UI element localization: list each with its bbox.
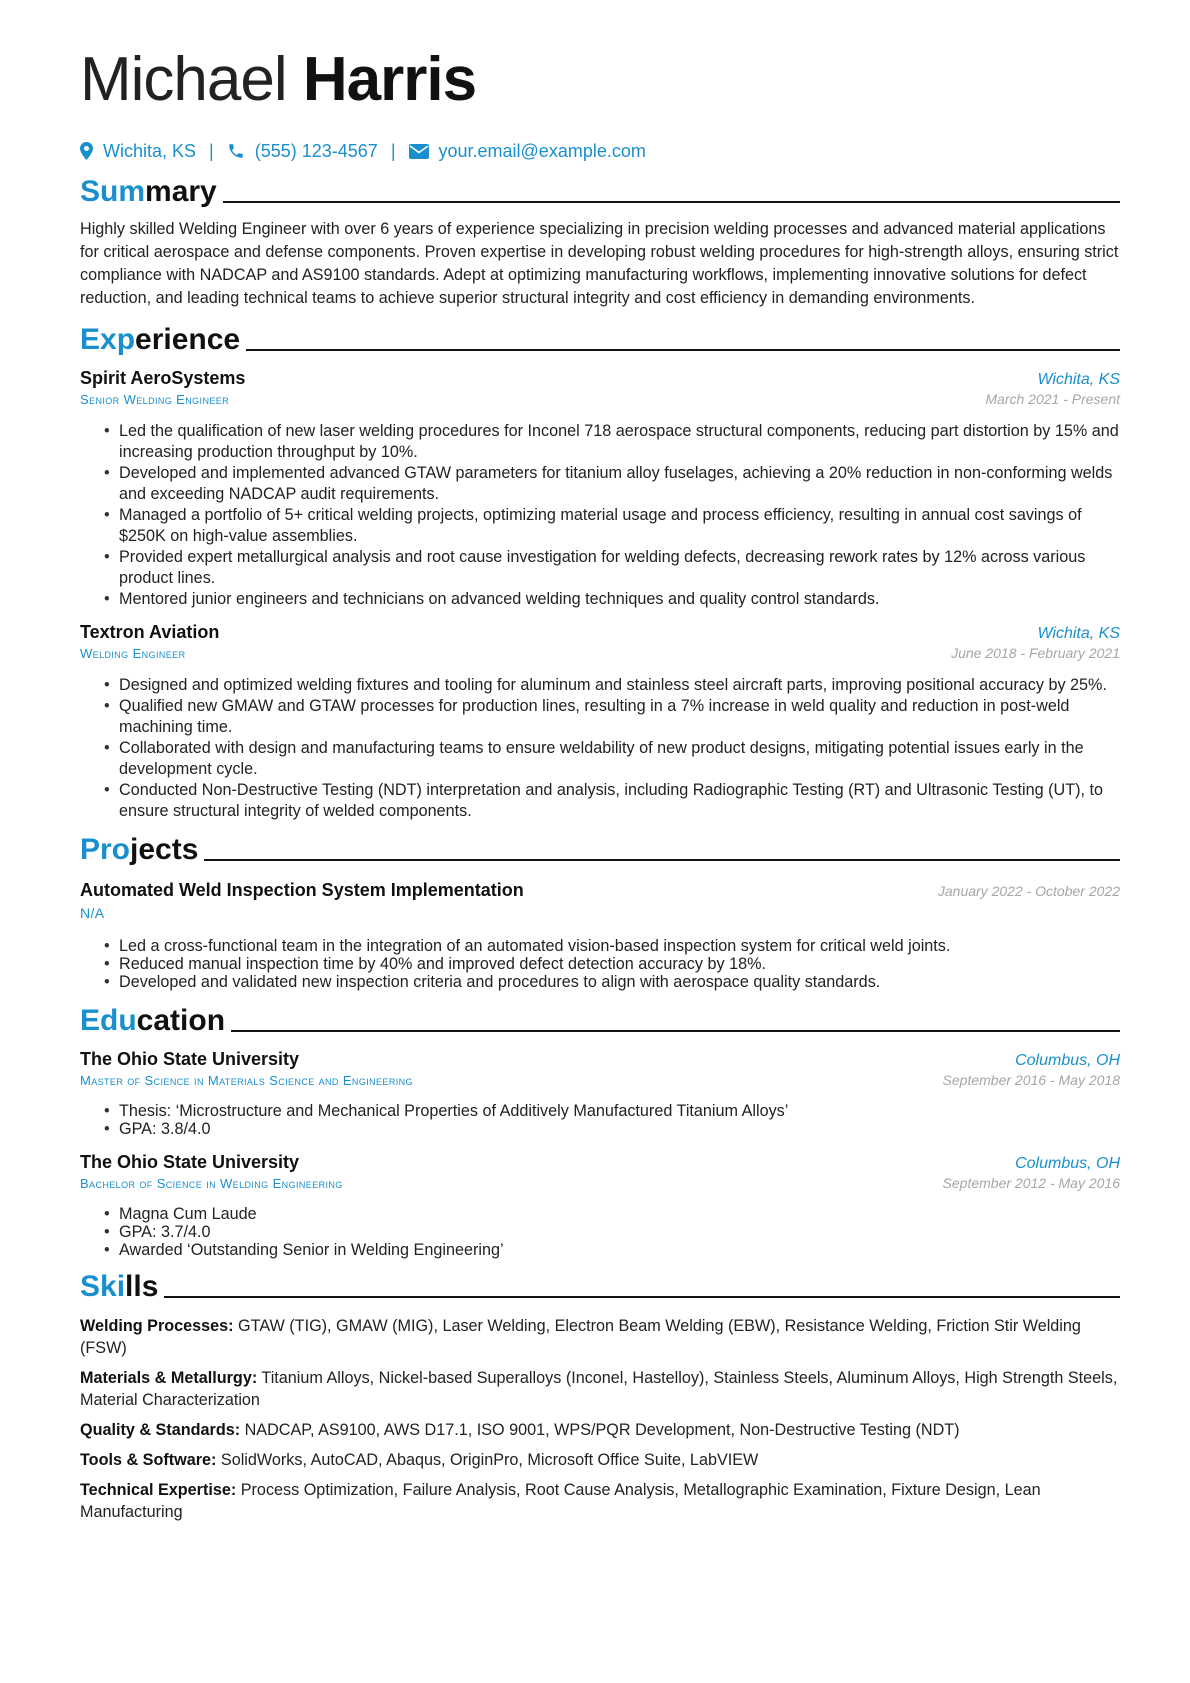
job-location: Wichita, KS	[1037, 625, 1120, 642]
skill-label: Tools & Software:	[80, 1451, 217, 1469]
job-bullets	[104, 421, 1120, 610]
list-item: • Designed and optimized welding fixtures and tooling for aluminum and stainless steel aircraft parts, improving positional accuracy by 25%.	[104, 675, 1120, 696]
school-name: The Ohio State University	[80, 1049, 300, 1069]
project-name: Automated Weld Inspection System Implementation	[80, 880, 524, 900]
skill-value: Titanium Alloys, Nickel-based Superalloys (Inconel, Hastelloy), Stainless Steels, Aluminum Alloys, High Strength Steels, Material Characterization	[80, 1369, 1118, 1409]
school-location: Columbus, OH	[1015, 1155, 1120, 1172]
section-title: Experience	[80, 323, 241, 356]
list-item: • Developed and validated new inspection criteria and procedures to align with aerospace quality standards.	[104, 973, 1120, 991]
section-rule	[223, 201, 1120, 203]
job-dates: June 2018 - February 2021	[951, 645, 1120, 661]
section-rule	[164, 1296, 1120, 1298]
location-text: Wichita, KS	[103, 140, 197, 161]
skill-value: Process Optimization, Failure Analysis, Root Cause Analysis, Metallographic Examination, Fixture Design, Lean Manufacturing	[80, 1481, 1041, 1521]
list-item: • Thesis: ‘Microstructure and Mechanical Properties of Additively Manufactured Titanium Alloys’	[104, 1102, 1120, 1120]
first-name: Michael	[80, 45, 287, 114]
section-rule	[246, 349, 1120, 351]
education-entry	[80, 1152, 1120, 1259]
school-location: Columbus, OH	[1015, 1052, 1120, 1069]
summary-section-header	[80, 174, 1120, 210]
skill-row	[80, 1479, 1120, 1523]
degree: Master of Science in Materials Science and Engineering	[80, 1073, 413, 1088]
list-item: • Qualified new GMAW and GTAW processes for production lines, resulting in a 7% increase in weld quality and reduction in post-weld machining time.	[104, 696, 1120, 738]
map-marker-icon	[80, 142, 93, 160]
job-dates: March 2021 - Present	[985, 391, 1120, 407]
experience-section-header	[80, 322, 1120, 358]
education-entry	[80, 1049, 1120, 1138]
job-title: Senior Welding Engineer	[80, 392, 230, 407]
list-item: • Managed a portfolio of 5+ critical welding projects, optimizing material usage and process efficiency, resulting in annual cost savings of $250K on high-value assemblies.	[104, 505, 1120, 547]
school-name: The Ohio State University	[80, 1152, 300, 1172]
list-item: • Provided expert metallurgical analysis and root cause investigation for welding defects, decreasing rework rates by 12% across various product lines.	[104, 547, 1120, 589]
project-entry	[80, 880, 1120, 991]
contact-email[interactable]	[409, 141, 646, 162]
company-name: Textron Aviation	[80, 622, 220, 642]
phone-icon	[227, 142, 245, 160]
list-item: • Awarded ‘Outstanding Senior in Welding Engineering’	[104, 1241, 1120, 1259]
degree: Bachelor of Science in Welding Engineering	[80, 1176, 343, 1191]
company-name: Spirit AeroSystems	[80, 368, 246, 388]
skill-value: NADCAP, AS9100, AWS D17.1, ISO 9001, WPS/PQR Development, Non-Destructive Testing (NDT)	[240, 1421, 960, 1439]
skill-value: GTAW (TIG), GMAW (MIG), Laser Welding, Electron Beam Welding (EBW), Resistance Welding, Friction Stir Welding (FSW)	[80, 1317, 1081, 1357]
list-item: • GPA: 3.8/4.0	[104, 1120, 1120, 1138]
list-item: • Mentored junior engineers and technicians on advanced welding techniques and quality control standards.	[104, 589, 1120, 610]
project-subtitle: N/A	[80, 905, 105, 921]
separator: |	[209, 140, 214, 161]
list-item: • Collaborated with design and manufacturing teams to ensure weldability of new product designs, mitigating potential issues early in the development cycle.	[104, 738, 1120, 780]
project-dates: January 2022 - October 2022	[937, 883, 1120, 899]
summary-text: Highly skilled Welding Engineer with over 6 years of experience specializing in precision welding processes and advanced material applications for critical aerospace and defense components. Proven expertise in developing robust welding procedures for high-strength alloys, ensuring strict compliance with NADCAP and AS9100 standards. Adept at optimizing manufacturing workflows, implementing innovative solutions for defect reduction, and leading technical teams to achieve superior structural integrity and cost efficiency in demanding environments.	[80, 220, 1119, 307]
section-rule	[231, 1030, 1120, 1032]
section-title: Summary	[80, 175, 217, 208]
list-item: • Developed and implemented advanced GTAW parameters for titanium alloy fuselages, achieving a 20% reduction in non-conforming welds and exceeding NADCAP audit requirements.	[104, 463, 1120, 505]
separator: |	[390, 140, 396, 161]
skill-row	[80, 1419, 1120, 1441]
list-item: • Led a cross-functional team in the integration of an automated vision-based inspection system for critical weld joints.	[104, 937, 1120, 955]
list-item: • Reduced manual inspection time by 40% and improved defect detection accuracy by 18%.	[104, 955, 1120, 973]
experience-entry	[80, 622, 1120, 822]
education-bullets	[104, 1102, 1120, 1138]
candidate-name	[80, 40, 1120, 120]
resume-page	[80, 40, 1120, 1523]
envelope-icon	[409, 144, 429, 159]
contact-phone[interactable]	[227, 141, 378, 162]
skill-row	[80, 1367, 1120, 1411]
experience-entry	[80, 368, 1120, 610]
education-section-header	[80, 1003, 1120, 1039]
section-title: Skills	[80, 1270, 159, 1303]
list-item: • Conducted Non-Destructive Testing (NDT) interpretation and analysis, including Radiographic Testing (RT) and Ultrasonic Testing (UT), to ensure structural integrity of welded components.	[104, 780, 1120, 822]
list-item: • GPA: 3.7/4.0	[104, 1223, 1120, 1241]
skill-value: SolidWorks, AutoCAD, Abaqus, OriginPro, Microsoft Office Suite, LabVIEW	[216, 1451, 759, 1469]
job-title: Welding Engineer	[80, 646, 186, 661]
skill-label: Materials & Metallurgy:	[80, 1369, 258, 1387]
skills-list	[80, 1315, 1120, 1523]
contact-location	[80, 141, 196, 162]
contact-line	[80, 138, 1120, 164]
list-item: • Led the qualification of new laser welding procedures for Inconel 718 aerospace structural components, reducing part distortion by 15% and increasing production throughput by 10%.	[104, 421, 1120, 463]
section-title: Education	[80, 1004, 226, 1037]
job-location: Wichita, KS	[1037, 371, 1120, 388]
list-item: • Magna Cum Laude	[104, 1205, 1120, 1223]
email-link[interactable]: your.email@example.com	[438, 140, 646, 161]
skill-label: Quality & Standards:	[80, 1421, 241, 1439]
education-dates: September 2016 - May 2018	[942, 1072, 1120, 1088]
education-dates: September 2012 - May 2016	[942, 1175, 1120, 1191]
skill-label: Technical Expertise:	[80, 1481, 237, 1499]
education-bullets	[104, 1205, 1120, 1259]
skill-row	[80, 1315, 1120, 1359]
section-rule	[204, 859, 1120, 861]
section-title: Projects	[80, 833, 199, 866]
last-name: Harris	[302, 45, 477, 114]
skills-section-header	[80, 1269, 1120, 1305]
project-bullets	[104, 937, 1120, 991]
job-bullets	[104, 675, 1120, 822]
skill-label: Welding Processes:	[80, 1317, 234, 1335]
skill-row	[80, 1449, 1120, 1471]
phone-text[interactable]: (555) 123-4567	[254, 140, 378, 161]
projects-section-header	[80, 832, 1120, 868]
